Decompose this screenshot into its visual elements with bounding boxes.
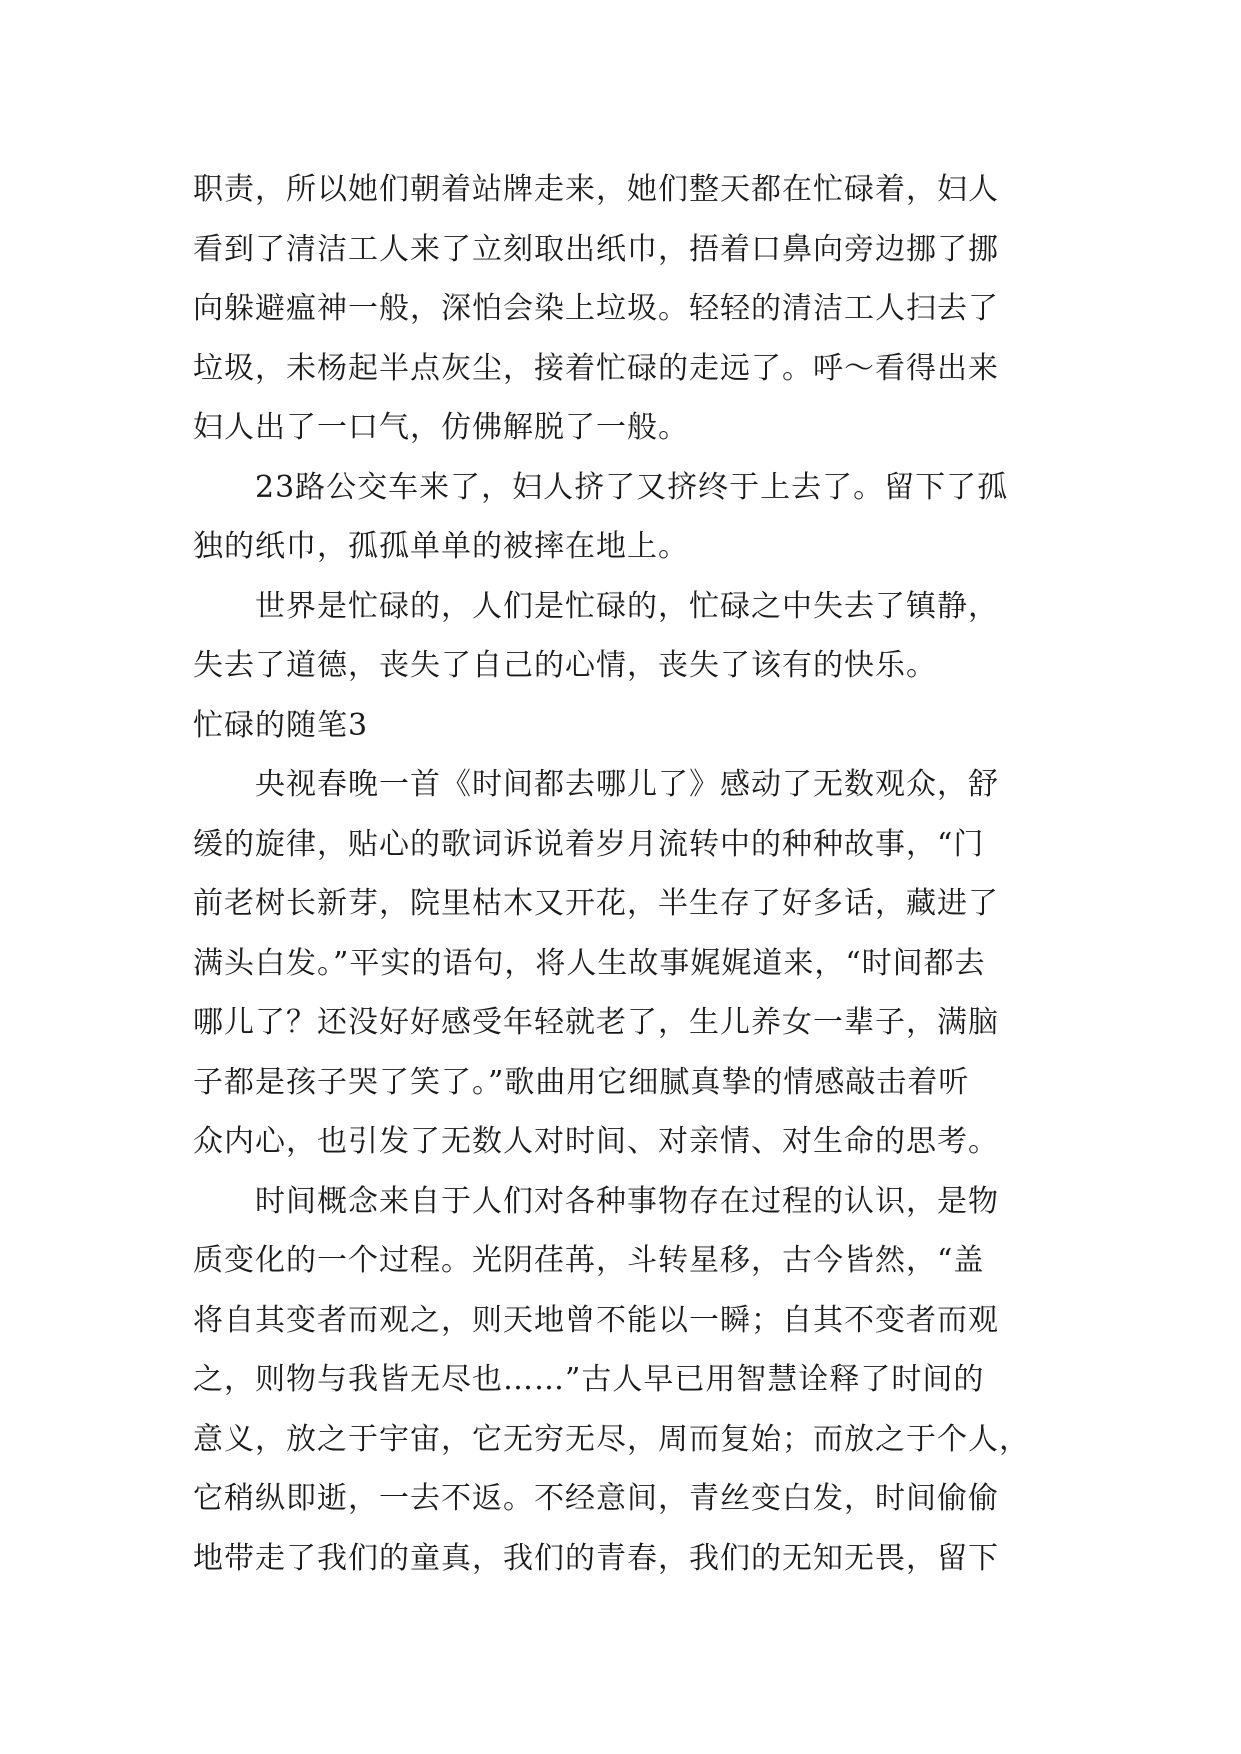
- text-line: 地带走了我们的童真，我们的青春，我们的无知无畏，留下: [193, 1540, 999, 1576]
- paragraph-first-line: 世界是忙碌的，人们是忙碌的，忙碌之中失去了镇静，: [255, 588, 999, 624]
- text-line: 将自其变者而观之，则天地曾不能以一瞬；自其不变者而观: [193, 1302, 999, 1338]
- text-line: 缓的旋律，贴心的歌词诉说着岁月流转中的种种故事，“门: [193, 826, 985, 862]
- text-line: 职责，所以她们朝着站牌走来，她们整天都在忙碌着，妇人: [193, 172, 999, 207]
- text-line: 它稍纵即逝，一去不返。不经意间，青丝变白发，时间偷偷: [193, 1481, 999, 1516]
- paragraph-first-line: 时间概念来自于人们对各种事物存在过程的认识，是物: [255, 1183, 999, 1219]
- paragraph-first-line: 央视春晚一首《时间都去哪儿了》感动了无数观众，舒: [255, 767, 999, 802]
- text-line: 哪儿了？还没好好感受年轻就老了，生儿养女一辈子，满脑: [193, 1005, 999, 1040]
- text-line: 独的纸巾，孤孤单单的被摔在地上。: [193, 529, 689, 564]
- text-line: 子都是孩子哭了笑了。”歌曲用它细腻真挚的情感敲击着听: [193, 1064, 970, 1100]
- text-line: 向躲避瘟神一般，深怕会染上垃圾。轻轻的清洁工人扫去了: [193, 291, 999, 326]
- paragraph-first-line: 23路公交车来了，妇人挤了又挤终于上去了。留下了孤: [255, 469, 1009, 505]
- text-line: 质变化的一个过程。光阴荏苒，斗转星移，古今皆然，“盖: [193, 1243, 985, 1278]
- text-line: 之，则物与我皆无尽也……”古人早已用智慧诠释了时间的: [193, 1362, 985, 1397]
- text-line: 满头白发。”平实的语句，将人生故事娓娓道来，“时间都去: [193, 945, 986, 981]
- text-line: 垃圾，未杨起半点灰尘，接着忙碌的走远了。呼～看得出来: [193, 350, 999, 386]
- document-body: [193, 160, 1063, 1588]
- section-heading: 忙碌的随笔3: [193, 707, 369, 743]
- text-line: 看到了清洁工人来了立刻取出纸巾，捂着口鼻向旁边挪了挪: [193, 231, 999, 267]
- text-line: 失去了道德，丧失了自己的心情，丧失了该有的快乐。: [193, 648, 937, 683]
- text-line: 妇人出了一口气，仿佛解脱了一般。: [193, 410, 689, 445]
- text-line: 众内心，也引发了无数人对时间、对亲情、对生命的思考。: [193, 1124, 999, 1159]
- text-line: 意义，放之于宇宙，它无穷无尽，周而复始；而放之于个人，: [193, 1421, 1030, 1457]
- text-line: 前老树长新芽，院里枯木又开花，半生存了好多话，藏进了: [193, 886, 999, 921]
